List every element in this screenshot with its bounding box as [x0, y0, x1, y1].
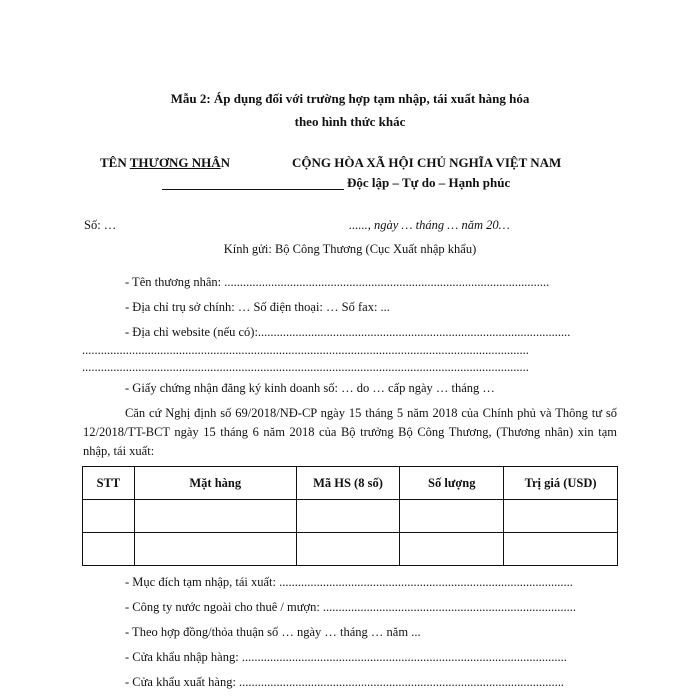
field-contract: - Theo hợp đồng/thỏa thuận số … ngày … tháng … năm ...: [125, 625, 421, 639]
dotted-line-2: ...............................................................................................................................................: [82, 360, 529, 374]
table-header-row: [83, 467, 618, 500]
document-number: Số: …: [84, 218, 117, 232]
field-export-gate: - Cửa khẩu xuất hàng: ........................................................................................................: [125, 675, 565, 689]
table-cell: [400, 533, 504, 566]
col-header-quantity: Số lượng: [400, 467, 504, 500]
field-website: - Địa chỉ website (nếu có):....................................................................................................: [125, 325, 571, 339]
table-cell: [296, 500, 400, 533]
col-header-hs-code: Mã HS (8 số): [296, 467, 400, 500]
recipient-line: Kính gửi: Bộ Công Thương (Cục Xuất nhập khẩu): [223, 242, 477, 256]
merchant-heading-part2: THƯƠNG NHÂ: [129, 155, 221, 170]
col-header-value: Trị giá (USD): [504, 467, 618, 500]
field-purpose: - Mục đích tạm nhập, tái xuất: ..............................................................................................: [125, 575, 573, 589]
merchant-name-heading: [100, 155, 230, 171]
field-import-gate: - Cửa khẩu nhập hàng: ........................................................................................................: [125, 650, 567, 664]
signature-underline: [162, 189, 344, 190]
field-head-office-address: - Địa chỉ trụ sở chính: … Số điện thoại: … Số fax: ...: [125, 300, 390, 314]
merchant-heading-part1: TÊN: [100, 155, 130, 170]
col-header-stt: STT: [83, 467, 135, 500]
table-cell: [134, 500, 296, 533]
merchant-heading-part3: N: [220, 155, 231, 170]
document-date: ......, ngày … tháng … năm 20…: [349, 218, 510, 232]
table-cell: [400, 500, 504, 533]
legal-basis-paragraph: Căn cứ Nghị định số 69/2018/NĐ-CP ngày 15 tháng 5 năm 2018 của Chính phủ và Thông tư số 12/2018/TT-BCT ngày 15 tháng 6 năm 2018 của Bộ trưởng Bộ Công Thương, (Thương nhân) xin tạm nhập, tái xuất:: [83, 406, 617, 458]
form-title-line1: Mẫu 2: Áp dụng đối với trường hợp tạm nhập, tái xuất hàng hóa: [170, 91, 530, 106]
national-motto: Độc lập – Tự do – Hạnh phúc: [347, 175, 511, 190]
table-cell: [296, 533, 400, 566]
form-title-line2: theo hình thức khác: [294, 114, 406, 129]
table-cell: [83, 533, 135, 566]
goods-table: [82, 466, 618, 566]
field-merchant-name: - Tên thương nhân: ........................................................................................................: [125, 275, 550, 289]
field-business-certificate: - Giấy chứng nhận đăng ký kinh doanh số: … do … cấp ngày … tháng …: [125, 381, 495, 395]
table-cell: [134, 533, 296, 566]
table-row: [83, 500, 618, 533]
table-cell: [83, 500, 135, 533]
table-row: [83, 533, 618, 566]
national-title: CỘNG HÒA XÃ HỘI CHỦ NGHĨA VIỆT NAM: [292, 155, 562, 170]
table-cell: [504, 533, 618, 566]
field-foreign-company: - Công ty nước ngoài cho thuê / mượn: .................................................................................: [125, 600, 577, 614]
col-header-item: Mặt hàng: [134, 467, 296, 500]
dotted-line-1: ...............................................................................................................................................: [82, 343, 529, 357]
table-cell: [504, 500, 618, 533]
